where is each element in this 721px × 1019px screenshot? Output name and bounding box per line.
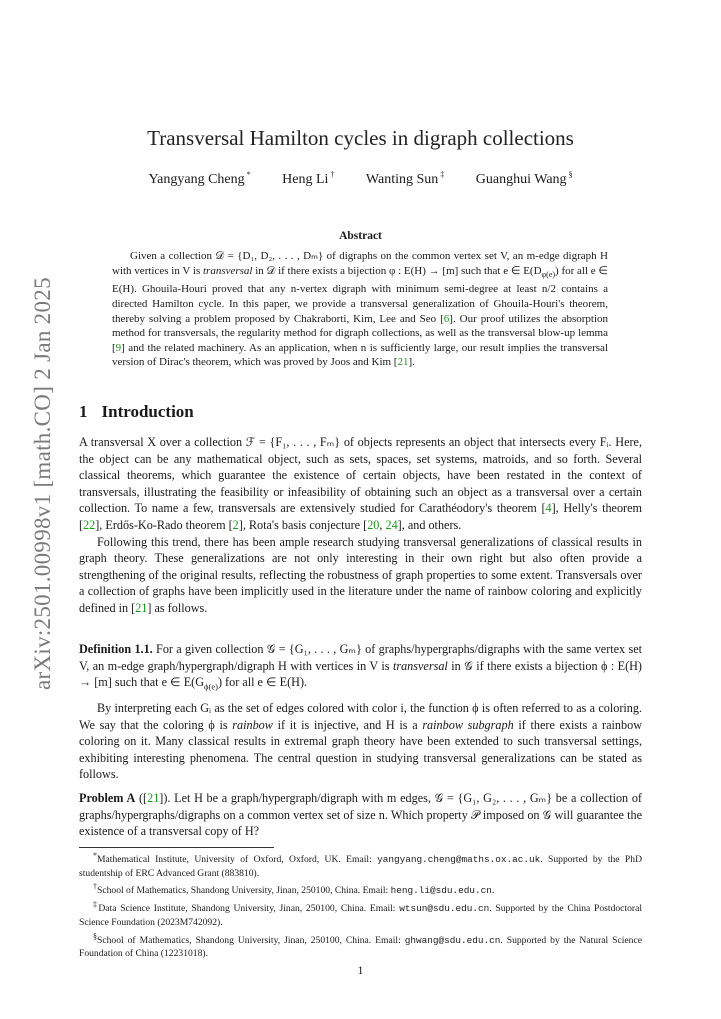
footnote: *Mathematical Institute, University of Oxford, Oxford, UK. Email: yangyang.cheng@maths.ox.ac.uk. Supported by the PhD studentship of ERC Advanced Grant (883810). bbox=[79, 851, 642, 879]
citation-link[interactable]: 4 bbox=[545, 501, 552, 516]
citation-link[interactable]: 9 bbox=[115, 341, 122, 354]
citation-link[interactable]: 20 bbox=[367, 517, 380, 532]
footnote: ‡Data Science Institute, Shandong University, Jinan, 250100, China. Email: wtsun@sdu.edu.cn. Supported by the China Postdoctoral Science Foundation (2023M742092). bbox=[79, 900, 643, 928]
email-link[interactable]: wtsun@sdu.edu.cn bbox=[399, 903, 490, 915]
citation-link[interactable]: 2 bbox=[232, 517, 239, 532]
email-link[interactable]: ghwang@sdu.edu.cn bbox=[404, 934, 501, 946]
email-link[interactable]: heng.li@sdu.edu.cn bbox=[390, 885, 492, 897]
author: Heng Li † bbox=[282, 170, 335, 187]
citation-link[interactable]: 21 bbox=[397, 356, 409, 369]
citation-link[interactable]: 21 bbox=[135, 600, 148, 615]
author-list bbox=[0, 170, 721, 188]
paper-title: Transversal Hamilton cycles in digraph collections bbox=[147, 126, 574, 150]
problem-block: Problem A ([21]). Let H be a graph/hypergraph/digraph with m edges, 𝒢 = {G₁, G₂, . . . , Gₘ} be a collection of graphs/hypergraphs/digraphs on a common vertex set of size n. Which property 𝒫 imposed on 𝒢 will guarantee the existence of a transversal copy of H? bbox=[79, 791, 642, 839]
footnote: §School of Mathematics, Shandong University, Jinan, 250100, China. Email: ghwang@sdu.edu.cn. Supported by the Natural Science Foundation of China (12231018). bbox=[79, 931, 642, 960]
citation-link[interactable]: 22 bbox=[83, 517, 96, 532]
arxiv-sidebar-stamp: arXiv:2501.00998v1 [math.CO] 2 Jan 2025 bbox=[30, 277, 55, 690]
author: Guanghui Wang § bbox=[475, 170, 573, 187]
footnotes bbox=[79, 849, 642, 961]
footnote: †School of Mathematics, Shandong University, Jinan, 250100, China. Email: heng.li@sdu.edu.cn. bbox=[93, 882, 495, 897]
definition-label: Definition 1.1. bbox=[79, 642, 153, 656]
paragraph: A transversal X over a collection ℱ = {F₁, . . . , Fₘ} of objects represents an object that intersects every Fᵢ. Here, the object can be any mathematical object, such as sets, spaces, set systems, matroids, and so forth. Several classical theorems, which guarantee the existence of certain objects, have been restated in the context of transversals, illustrating the feasibility or infeasibility of obtaining such an object as a transversal over a certain collection. To name a few, transversals are extensively studied for Carathéodory's theorem [4], Helly's theorem [22], Erdős-Ko-Rado theorem [2], Rota's basis conjecture [20, 24], and others. bbox=[79, 435, 642, 532]
intro-text bbox=[79, 434, 642, 617]
abstract-body: Given a collection 𝒟 = {D₁, D₂, . . . , Dₘ} of digraphs on the common vertex set V, an m-edge digraph H with vertices in V is transversal in 𝒟 if there exists a bijection φ : E(H) → [m] such that e ∈ $E(D_{\varphi(e)})$ for all e ∈ E(H). Ghouila-Houri proved that any n-vertex digraph with minimum semi-degree at least n/2 contains a directed Hamilton cycle. In this paper, we provide a transversal generalization of Ghouila-Houri's theorem, thereby solving a problem proposed by Chakraborti, Kim, Lee and Seo [6]. Our proof utilizes the absorption method for transversals, the regularity method for digraph collections, as well as the transversal blow-up lemma [9] and the related machinery. As an application, when n is sufficiently large, our result implies the transversal version of Dirac's theorem, which was proved by Joos and Kim [21]. bbox=[112, 250, 609, 369]
citation-link[interactable]: 6 bbox=[443, 312, 450, 325]
footnote-rule bbox=[79, 847, 274, 848]
paragraph: Following this trend, there has been ample research studying transversal generalizations of classical results in graph theory. These generalizations are not only interesting in their own right but also often provide a strengthening of the original results, reflecting the robustness of graph properties to some extent. Transversals over a collection of graphs have been implicitly used in the literature under the name of rainbow coloring and explicitly defined in [21] as follows. bbox=[79, 534, 642, 615]
citation-link[interactable]: 24 bbox=[385, 517, 398, 532]
problem-label: Problem A bbox=[79, 791, 136, 805]
abstract-heading: Abstract bbox=[339, 230, 382, 242]
author: Yangyang Cheng * bbox=[148, 170, 251, 187]
paragraph-rainbow: By interpreting each Gᵢ as the set of edges colored with color i, the function ϕ is often referred to as a coloring. We say that the coloring ϕ is rainbow if it is injective, and H is a rainbow subgraph if there exists a rainbow coloring on it. Many classical results in extremal graph theory have been extended to such transversal settings, exhibiting interesting phenomena. The central question in studying transversal generalizations can be stated as follows. bbox=[79, 701, 642, 782]
page-number: 1 bbox=[357, 963, 364, 977]
definition-block: Definition 1.1. For a given collection 𝒢 = {G₁, . . . , Gₘ} of graphs/hypergraphs/digraphs with the same vertex set V, an m-edge graph/hypergraph/digraph H with vertices in V is transversal in 𝒢 if there exists a bijection ϕ : E(H) → [m] such that e ∈ $E(G_{\phi(e)})$ for all e ∈ E(H). bbox=[79, 642, 642, 692]
citation-link[interactable]: 21 bbox=[147, 791, 160, 805]
section-heading: 1 Introduction bbox=[79, 402, 194, 421]
email-link[interactable]: yangyang.cheng@maths.ox.ac.uk bbox=[377, 854, 541, 866]
author: Wanting Sun ‡ bbox=[365, 170, 445, 187]
